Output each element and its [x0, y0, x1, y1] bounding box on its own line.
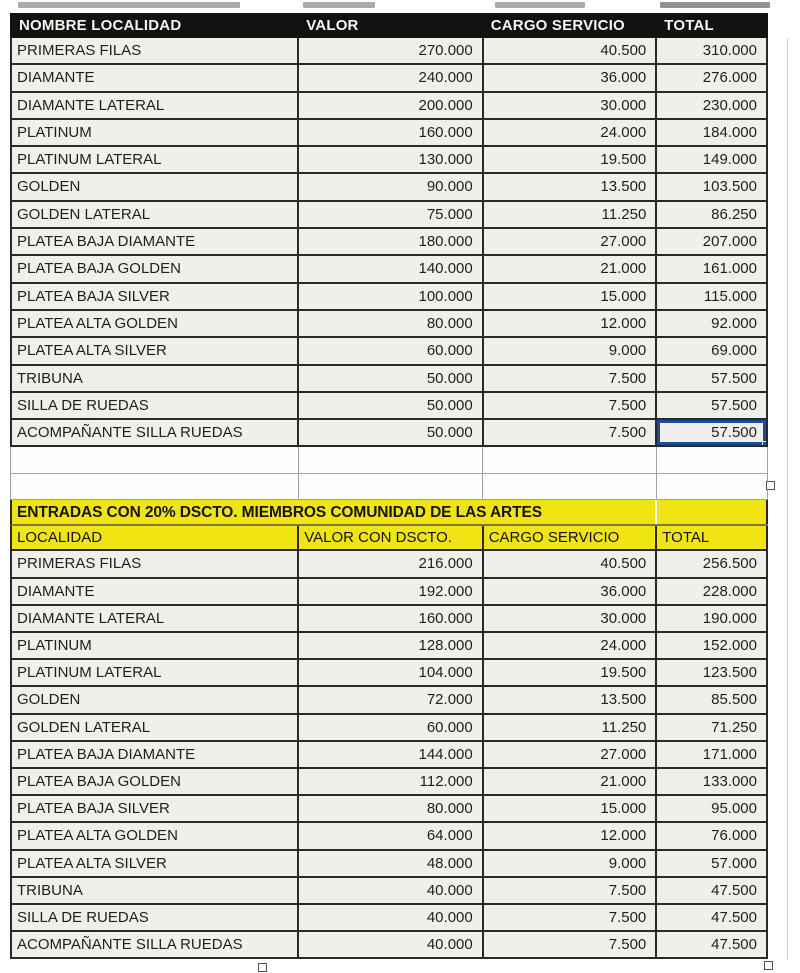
cell[interactable]: 103.500: [657, 174, 768, 199]
cell[interactable]: PLATINUM LATERAL: [12, 660, 299, 685]
cell[interactable]: 228.000: [657, 579, 768, 604]
cell[interactable]: 85.500: [657, 687, 768, 712]
cell[interactable]: 7.500: [484, 932, 658, 957]
cell[interactable]: 90.000: [299, 174, 484, 199]
cell[interactable]: 21.000: [484, 256, 658, 281]
cell[interactable]: 190.000: [657, 606, 768, 631]
cell[interactable]: PLATEA BAJA SILVER: [12, 284, 299, 309]
fill-handle[interactable]: [762, 441, 768, 445]
cell[interactable]: 80.000: [299, 311, 484, 336]
cell[interactable]: DIAMANTE LATERAL: [12, 93, 299, 118]
column-header-cell[interactable]: CARGO SERVICIO: [490, 17, 625, 34]
cell[interactable]: 19.500: [484, 147, 658, 172]
cell[interactable]: 19.500: [484, 660, 658, 685]
discount-banner-cell[interactable]: ENTRADAS CON 20% DSCTO. MIEMBROS COMUNIDAD DE LAS ARTES: [12, 500, 657, 524]
table-row: [12, 202, 768, 229]
cell[interactable]: PLATEA BAJA DIAMANTE: [12, 742, 299, 767]
cell[interactable]: 40.500: [484, 38, 658, 63]
cell[interactable]: 40.000: [299, 905, 484, 930]
cell[interactable]: 207.000: [657, 229, 768, 254]
cell[interactable]: 30.000: [484, 606, 658, 631]
cell[interactable]: 149.000: [657, 147, 768, 172]
cell[interactable]: 57.500: [657, 393, 768, 418]
cell[interactable]: 144.000: [299, 742, 484, 767]
table-row: [12, 120, 768, 147]
cell[interactable]: 72.000: [299, 687, 484, 712]
cell[interactable]: DIAMANTE LATERAL: [12, 606, 299, 631]
table-row: [12, 823, 768, 850]
column-header-cell[interactable]: VALOR: [306, 17, 359, 34]
blank-rows: [10, 447, 768, 500]
cell[interactable]: 40.500: [484, 551, 658, 576]
object-anchor: [766, 481, 775, 490]
cell[interactable]: 310.000: [657, 38, 768, 63]
cell[interactable]: 9.000: [484, 851, 658, 876]
cell[interactable]: 9.000: [484, 338, 658, 363]
column-header-cell[interactable]: TOTAL: [664, 17, 714, 34]
cell[interactable]: 200.000: [299, 93, 484, 118]
cell[interactable]: 80.000: [299, 796, 484, 821]
cell[interactable]: 171.000: [657, 742, 768, 767]
cell[interactable]: 184.000: [657, 120, 768, 145]
table-row: [12, 229, 768, 256]
discount-banner-row: [10, 500, 768, 526]
cell[interactable]: PLATEA ALTA GOLDEN: [12, 311, 299, 336]
empty-cell[interactable]: [11, 447, 299, 473]
cell[interactable]: PLATEA BAJA DIAMANTE: [12, 229, 299, 254]
cell[interactable]: 75.000: [299, 202, 484, 227]
cell[interactable]: 13.500: [484, 174, 658, 199]
column-header-cell[interactable]: NOMBRE LOCALIDAD: [19, 17, 182, 34]
cell[interactable]: PLATEA BAJA GOLDEN: [12, 256, 299, 281]
cropped-row-remnant: [660, 2, 770, 8]
table-row: [12, 769, 768, 796]
cell[interactable]: 104.000: [299, 660, 484, 685]
cell[interactable]: 24.000: [484, 120, 658, 145]
cell[interactable]: DIAMANTE: [12, 579, 299, 604]
cell[interactable]: PLATINUM: [12, 633, 299, 658]
cell[interactable]: 69.000: [657, 338, 768, 363]
table-row: [12, 715, 768, 742]
cell[interactable]: PRIMERAS FILAS: [12, 38, 299, 63]
cropped-row-remnant: [303, 2, 375, 8]
empty-cell[interactable]: [483, 447, 657, 473]
cell[interactable]: 50.000: [299, 366, 484, 391]
cell[interactable]: 60.000: [299, 715, 484, 740]
cell[interactable]: TRIBUNA: [12, 366, 299, 391]
cell[interactable]: 36.000: [484, 579, 658, 604]
cropped-row-remnant: [18, 2, 240, 8]
cell[interactable]: 130.000: [299, 147, 484, 172]
blank-row: [11, 474, 768, 501]
table-row: [12, 878, 768, 905]
cell[interactable]: GOLDEN LATERAL: [12, 715, 299, 740]
cell[interactable]: 95.000: [657, 796, 768, 821]
cell[interactable]: 15.000: [484, 796, 658, 821]
discount-banner-empty-cell[interactable]: [657, 500, 768, 524]
table-row: [12, 420, 768, 447]
table1-header-row: [10, 13, 768, 38]
table-row: [12, 93, 768, 120]
table-row: [12, 551, 768, 578]
cell[interactable]: 76.000: [657, 823, 768, 848]
cell[interactable]: PLATEA ALTA SILVER: [12, 851, 299, 876]
empty-cell[interactable]: [11, 474, 299, 500]
cell[interactable]: 7.500: [484, 366, 658, 391]
table2-body: [10, 551, 768, 959]
cell[interactable]: 21.000: [484, 769, 658, 794]
cell[interactable]: 112.000: [299, 769, 484, 794]
cell[interactable]: 7.500: [484, 878, 658, 903]
next-column-gridline: [787, 38, 788, 960]
table-row: [12, 38, 768, 65]
table-row: [12, 905, 768, 932]
column-header-cell[interactable]: VALOR CON DSCTO.: [299, 526, 484, 549]
table-row: [12, 796, 768, 823]
cell[interactable]: 50.000: [299, 393, 484, 418]
column-header-cell[interactable]: TOTAL: [657, 526, 768, 549]
cell[interactable]: 24.000: [484, 633, 658, 658]
table-row: [12, 256, 768, 283]
cell[interactable]: ACOMPAÑANTE SILLA RUEDAS: [12, 932, 299, 957]
table-row: [12, 338, 768, 365]
empty-cell[interactable]: [299, 474, 484, 500]
cell[interactable]: 133.000: [657, 769, 768, 794]
table-row: [12, 687, 768, 714]
cell[interactable]: 7.500: [484, 420, 658, 445]
table-row: [12, 65, 768, 92]
cell[interactable]: 71.250: [657, 715, 768, 740]
table-row: [12, 660, 768, 687]
cell[interactable]: 128.000: [299, 633, 484, 658]
cell[interactable]: 115.000: [657, 284, 768, 309]
table-row: [12, 366, 768, 393]
cell[interactable]: SILLA DE RUEDAS: [12, 393, 299, 418]
cell[interactable]: 57.000: [657, 851, 768, 876]
cell[interactable]: DIAMANTE: [12, 65, 299, 90]
table2-header-row: [10, 526, 768, 551]
cell[interactable]: 230.000: [657, 93, 768, 118]
cell[interactable]: PRIMERAS FILAS: [12, 551, 299, 576]
selected-cell[interactable]: 57.500: [657, 420, 768, 445]
cell[interactable]: 161.000: [657, 256, 768, 281]
cell[interactable]: 47.500: [657, 905, 768, 930]
cell[interactable]: 27.000: [484, 742, 658, 767]
cell[interactable]: 47.500: [657, 932, 768, 957]
table1-body: [10, 38, 768, 447]
cell[interactable]: 7.500: [484, 393, 658, 418]
cell[interactable]: 160.000: [299, 606, 484, 631]
cell[interactable]: 57.500: [657, 366, 768, 391]
cell[interactable]: 40.000: [299, 878, 484, 903]
cropped-row-remnant: [495, 2, 585, 8]
cell[interactable]: 100.000: [299, 284, 484, 309]
cell[interactable]: 60.000: [299, 338, 484, 363]
cell[interactable]: 11.250: [484, 715, 658, 740]
cell[interactable]: 27.000: [484, 229, 658, 254]
cell[interactable]: TRIBUNA: [12, 878, 299, 903]
table-row: [12, 311, 768, 338]
cell[interactable]: 12.000: [484, 823, 658, 848]
empty-cell[interactable]: [483, 474, 657, 500]
table-row: [12, 932, 768, 959]
table-row: [12, 742, 768, 769]
cell[interactable]: 30.000: [484, 93, 658, 118]
cell[interactable]: 50.000: [299, 420, 484, 445]
cell[interactable]: 13.500: [484, 687, 658, 712]
cell[interactable]: PLATINUM LATERAL: [12, 147, 299, 172]
cell[interactable]: 86.250: [657, 202, 768, 227]
object-anchor: [258, 963, 267, 972]
cell[interactable]: 123.500: [657, 660, 768, 685]
table-row: [12, 851, 768, 878]
cell[interactable]: 12.000: [484, 311, 658, 336]
cell[interactable]: 92.000: [657, 311, 768, 336]
cell[interactable]: PLATEA ALTA GOLDEN: [12, 823, 299, 848]
cell[interactable]: PLATEA BAJA GOLDEN: [12, 769, 299, 794]
cell[interactable]: 15.000: [484, 284, 658, 309]
table-row: [12, 284, 768, 311]
cell[interactable]: 240.000: [299, 65, 484, 90]
cell[interactable]: PLATINUM: [12, 120, 299, 145]
empty-cell[interactable]: [657, 474, 768, 500]
cell[interactable]: 152.000: [657, 633, 768, 658]
table-row: [12, 174, 768, 201]
cell[interactable]: 7.500: [484, 905, 658, 930]
cell[interactable]: 47.500: [657, 878, 768, 903]
table-row: [12, 147, 768, 174]
blank-row: [11, 447, 768, 474]
table-row: [12, 393, 768, 420]
empty-cell[interactable]: [299, 447, 484, 473]
spreadsheet: [10, 13, 768, 959]
cell[interactable]: PLATEA ALTA SILVER: [12, 338, 299, 363]
cell[interactable]: GOLDEN LATERAL: [12, 202, 299, 227]
cell[interactable]: 256.500: [657, 551, 768, 576]
cell[interactable]: 40.000: [299, 932, 484, 957]
table-row: [12, 606, 768, 633]
cell[interactable]: 270.000: [299, 38, 484, 63]
cell[interactable]: SILLA DE RUEDAS: [12, 905, 299, 930]
cell[interactable]: 160.000: [299, 120, 484, 145]
cell[interactable]: 192.000: [299, 579, 484, 604]
cell[interactable]: GOLDEN: [12, 174, 299, 199]
object-anchor: [764, 961, 773, 970]
cell[interactable]: GOLDEN: [12, 687, 299, 712]
table-row: [12, 633, 768, 660]
cell[interactable]: 11.250: [484, 202, 658, 227]
cell[interactable]: PLATEA BAJA SILVER: [12, 796, 299, 821]
cell[interactable]: 48.000: [299, 851, 484, 876]
table-row: [12, 579, 768, 606]
cell[interactable]: 276.000: [657, 65, 768, 90]
cell[interactable]: 180.000: [299, 229, 484, 254]
cell[interactable]: 140.000: [299, 256, 484, 281]
cell[interactable]: ACOMPAÑANTE SILLA RUEDAS: [12, 420, 299, 445]
cell[interactable]: 64.000: [299, 823, 484, 848]
column-header-cell[interactable]: CARGO SERVICIO: [484, 526, 658, 549]
column-header-cell[interactable]: LOCALIDAD: [12, 526, 299, 549]
cell[interactable]: 216.000: [299, 551, 484, 576]
empty-cell[interactable]: [657, 447, 768, 473]
cell[interactable]: 36.000: [484, 65, 658, 90]
